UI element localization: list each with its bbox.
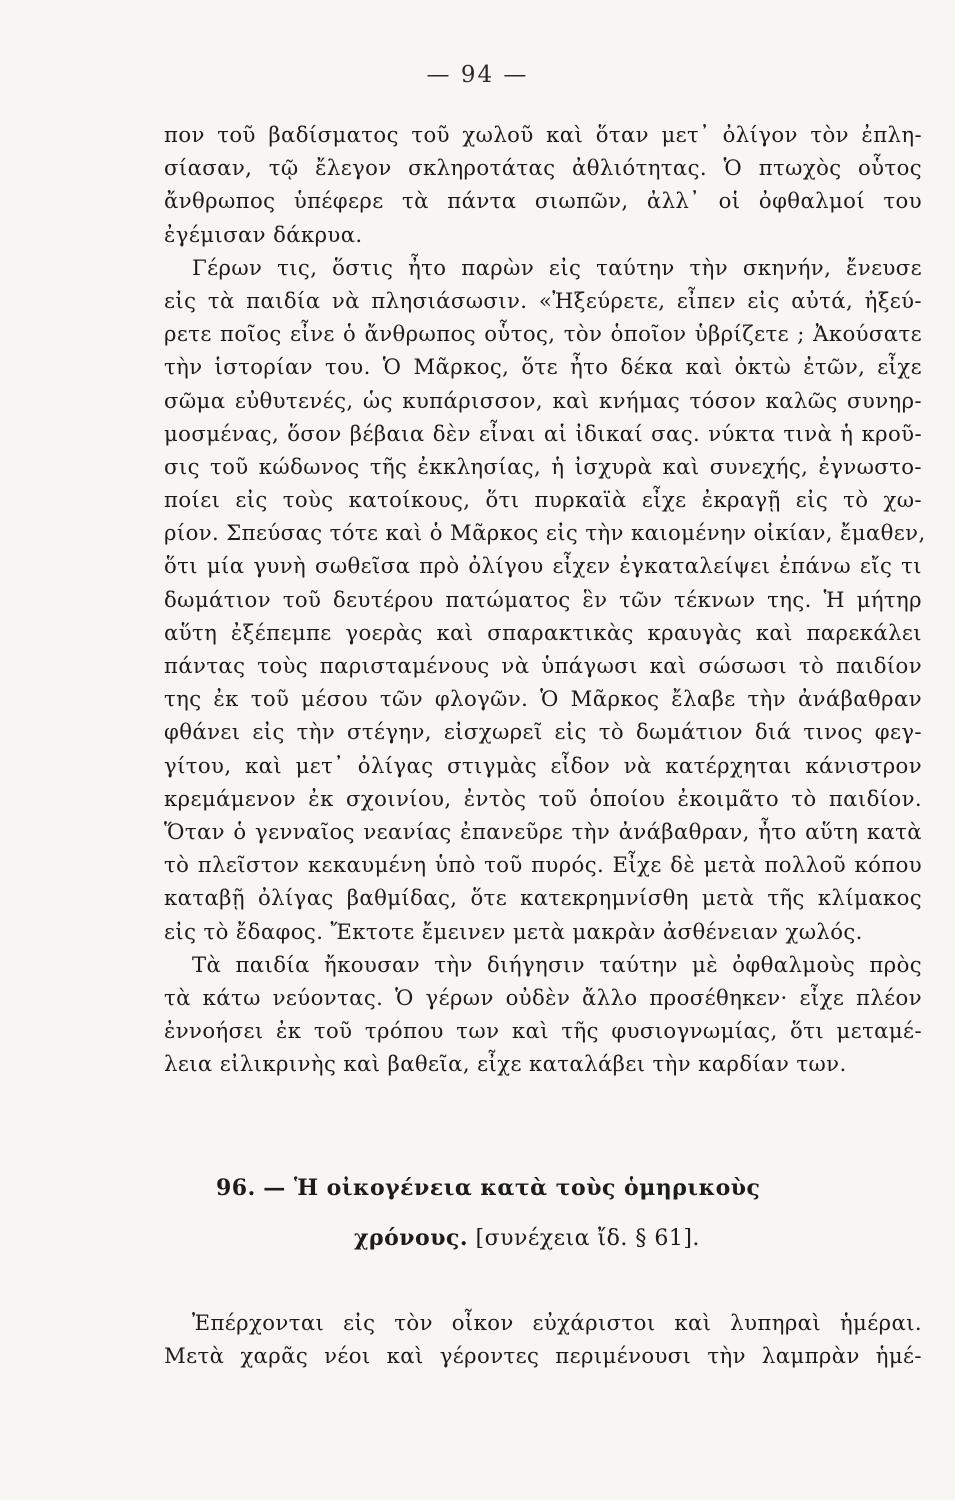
text-line: τὸ πλεῖστον κεκαυμένη ὑπὸ τοῦ πυρός. Εἶχε δὲ μετὰ πολλοῦ κόπου: [164, 852, 922, 878]
text-line: εἰς τὰ παιδία νὰ πλησιάσωσιν. «Ἠξεύρετε, εἶπεν εἰς αὐτά, ἠξεύ-: [164, 287, 922, 313]
text-line: φθάνει εἰς τὴν στέγην, εἰσχωρεῖ εἰς τὸ δωμάτιον διά τινος φεγ-: [164, 719, 922, 745]
text-line: Τὰ παιδία ἤκουσαν τὴν διήγησιν ταύτην μὲ ὀφθαλμοὺς πρὸς: [192, 951, 922, 977]
section-heading-line-2: [164, 1213, 922, 1263]
page-number: — 94 —: [426, 62, 529, 88]
section-text-block: [164, 1306, 922, 1372]
text-line: τὰ κάτω νεύοντας. Ὁ γέρων οὐδὲν ἄλλο προσέθηκεν· εἶχε πλέον: [164, 984, 922, 1010]
text-line: γίτου, καὶ μετ᾽ ὀλίγας στιγμὰς εἶδον νὰ κατέρχηται κάνιστρον: [164, 752, 922, 778]
text-line: ἐννοήσει ἐκ τοῦ τρόπου των καὶ τῆς φυσιογνωμίας, ὅτι μεταμέ-: [164, 1018, 922, 1044]
section-number: 96.: [216, 1175, 256, 1201]
text-line: ρετε ποῖος εἶνε ὁ ἄνθρωπος οὗτος, τὸν ὁποῖον ὑβρίζετε ; Ἀκούσατε: [164, 321, 922, 347]
text-line: λεια εἰλικρινὴς καὶ βαθεῖα, εἶχε καταλάβει τὴν καρδίαν των.: [164, 1051, 847, 1077]
text-line: δωμάτιον τοῦ δευτέρου πατώματος ἓν τῶν τέκνων της. Ἡ μήτηρ: [164, 586, 922, 612]
text-line: πον τοῦ βαδίσματος τοῦ χωλοῦ καὶ ὅταν μετ᾽ ὀλίγον τὸν ἐπλη-: [164, 122, 922, 147]
text-line: τὴν ἱστορίαν του. Ὁ Μᾶρκος, ὅτε ἦτο δέκα καὶ ὀκτὼ ἐτῶν, εἶχε: [164, 354, 922, 380]
text-line: σις τοῦ κώδωνος τῆς ἐκκλησίας, ἡ ἰσχυρὰ καὶ συνεχής, ἐγνωστο-: [164, 453, 922, 479]
text-line: Γέρων τις, ὅστις ἦτο παρὼν εἰς ταύτην τὴν σκηνήν, ἔνευσε: [192, 254, 922, 280]
text-line: πάντας τοὺς παρισταμένους νὰ ὑπάγωσι καὶ σώσωσι τὸ παιδίον: [164, 653, 922, 678]
main-text-block: [164, 118, 926, 1080]
section-heading-line-1: [164, 1163, 922, 1213]
text-line: εἰς τὸ ἔδαφος. Ἔκτοτε ἔμεινεν μετὰ μακρὰν ἀσθένειαν χωλός.: [164, 918, 863, 944]
text-line: ποίει εἰς τοὺς κατοίκους, ὅτι πυρκαϊὰ εἶχε ἐκραγῇ εἰς τὸ χω-: [164, 487, 922, 513]
text-line: ἐγέμισαν δάκρυα.: [164, 221, 363, 247]
text-line: της ἐκ τοῦ μέσου τῶν φλογῶν. Ὁ Μᾶρκος ἔλαβε τὴν ἀνάβαθραν: [164, 686, 922, 712]
section-title-part-1: — Ἡ οἰκογένεια κατὰ τοὺς ὁμηρικοὺς: [263, 1175, 761, 1201]
text-line: κρεμάμενον ἐκ σχοινίου, ἐντὸς τοῦ ὁποίου ἐκοιμᾶτο τὸ παιδίον.: [164, 785, 922, 811]
text-line: καταβῇ ὀλίγας βαθμίδας, ὅτε κατεκρημνίσθη μετὰ τῆς κλίμακος: [164, 885, 922, 911]
section-heading: [164, 1163, 922, 1263]
text-line: αὕτη ἐξέπεμπε γοερὰς καὶ σπαρακτικὰς κραυγὰς καὶ παρεκάλει: [164, 619, 922, 645]
section-reference: [συνέχεια ἴδ. § 61].: [475, 1226, 700, 1251]
text-line: ἄνθρωπος ὑπέφερε τὰ πάντα σιωπῶν, ἀλλ᾽ οἱ ὀφθαλμοί του: [164, 188, 922, 214]
text-line: σίασαν, τῷ ἔλεγον σκληροτάτας ἀθλιότητας. Ὁ πτωχὸς οὗτος: [164, 155, 922, 181]
text-line: ὅτι μία γυνὴ σωθεῖσα πρὸ ὀλίγου εἶχεν ἐγκαταλείψει ἐπάνω εἴς τι: [164, 553, 922, 579]
text-line: Μετὰ χαρᾶς νέοι καὶ γέροντες περιμένουσι τὴν λαμπρὰν ἡμέ-: [164, 1343, 922, 1369]
text-line: ρίον. Σπεύσας τότε καὶ ὁ Μᾶρκος εἰς τὴν καιομένην οἰκίαν, ἔμαθεν,: [164, 520, 926, 546]
text-line: Ὅταν ὁ γενναῖος νεανίας ἐπανεῦρε τὴν ἀνάβαθραν, ἦτο αὕτη κατὰ: [164, 818, 922, 844]
text-line: σῶμα εὐθυτενές, ὡς κυπάρισσον, καὶ κνήμας τόσον καλῶς συνηρ-: [164, 387, 922, 413]
text-line: Ἐπέρχονται εἰς τὸν οἶκον εὐχάριστοι καὶ λυπηραὶ ἡμέραι.: [192, 1310, 922, 1335]
text-line: μοσμένας, ὅσον βέβαια δὲν εἶναι αἱ ἰδικαί σας. νύκτα τινὰ ἡ κροῦ-: [164, 420, 922, 446]
section-title-part-2: χρόνους.: [354, 1225, 469, 1251]
